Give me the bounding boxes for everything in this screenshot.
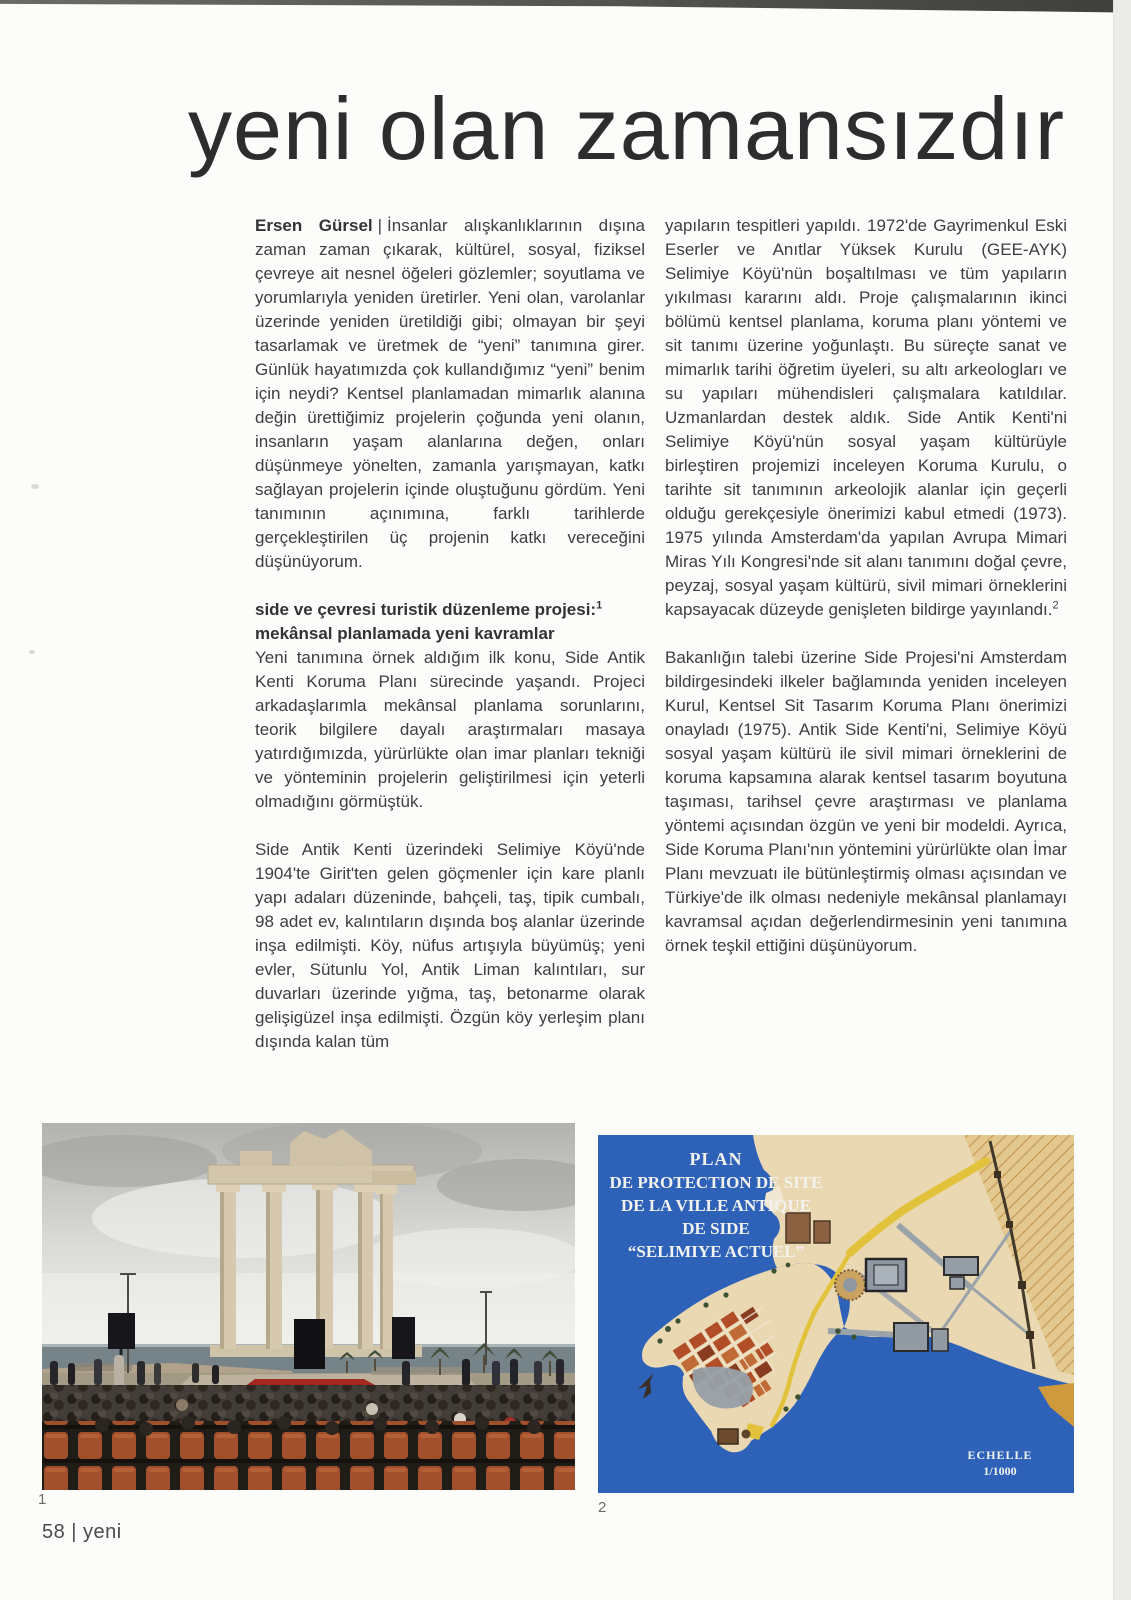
svg-text:“SELIMIYE ACTUEL”: “SELIMIYE ACTUEL” [627, 1242, 805, 1261]
ceremony-photo-illustration [42, 1123, 575, 1490]
heading-line2: mekânsal planlamada yeni kavramlar [255, 624, 555, 643]
svg-text:DE SIDE: DE SIDE [682, 1219, 750, 1238]
site-plan-map [598, 1135, 1074, 1493]
scan-artifact [31, 484, 39, 489]
page-footer: 58 | yeni [42, 1521, 122, 1543]
figure-number-1: 1 [38, 1491, 47, 1508]
svg-text:1/1000: 1/1000 [983, 1464, 1017, 1478]
chair-rows [42, 1416, 575, 1490]
paragraph-text: İnsanlar alışkanlıklarının dışına zaman zaman çıkarak, kültürel, sosyal, fiziksel çevreye ait nesnel öğeleri gözlemler; soyutlama ve yorumlarıyla yeniden üretirler. Yeni olan, varolanlar üzerinde yeniden üretildiği gibi; olmayan bir şeyi tasarlamak ve üretmek de “yeni” tanımına girer. Günlük hayatımızda çok kullandığımız “yeni” benim için neydi? Kentsel planlamadan mimarlık alanına değin ürettiğimiz projelerin çoğunda yeni olanın, insanların yaşam alanlarına değen, onları düşünmeye yönelten, zamanla yarışmayan, katkı sağlayan projelerin içinde oluştuğunu gördüm. Yeni tanımının açınımına, farklı tarihlerde gerçekleştirilen üç projenin katkı vereceğini düşünüyorum. [255, 216, 645, 571]
text-column-left [255, 214, 645, 1054]
paragraph: Bakanlığın talebi üzerine Side Projesi'ni Amsterdam bildirgesindeki ilkeler bağlamında yeniden inceleyen Kurul, Kentsel Sit Tasarım Koruma Planı önerimizi onayladı (1975). Antik Side Kenti'ni, Selimiye Köyü sosyal yaşam kültürü ile sivil mimari örneklerini de koruma kapsamına alarak kentsel tasarım boyutuna taşıması, tarihsel çevre araştırması ve planlama yöntemi açısından özgün ve yeni bir modeldi. Ayrıca, Side Koruma Planı'nın yöntemini yürürlükte olan İmar Planı mevzuatı ile bütünleştirmiş olması açısından ve Türkiye'de ilk olması nedeniyle mekânsal planlamayı kavramsal açıdan değerlendirmesinin yeni tanımına örnek teşkil ettiğini düşünüyorum. [665, 648, 1067, 955]
svg-text:DE PROTECTION DE SITE: DE PROTECTION DE SITE [609, 1173, 823, 1192]
author-separator: | [377, 216, 383, 235]
svg-text:PLAN: PLAN [689, 1149, 743, 1169]
section-heading [255, 598, 645, 646]
paragraph: Side Antik Kenti üzerindeki Selimiye Köyü'nde 1904'te Girit'ten gelen göçmenler için kare planlı yapı adaları düzeninde, bahçeli, taş, tipik cumbalı, 98 adet ev, kalıntıların dışında boş alanlar üzerinde inşa edilmişti. Köy, nüfus artışıyla büyümüş; yeni evler, Sütunlu Yol, Antik Liman kalıntıları, sur duvarları üzerinde yığma, taş, betonarme olarak gelişigüzel inşa edilmişti. Özgün köy yerleşim planı dışında kalan tüm [255, 840, 645, 1051]
svg-text:ECHELLE: ECHELLE [967, 1448, 1033, 1462]
paragraph: Yeni tanımına örnek aldığım ilk konu, Side Antik Kenti Koruma Planı sürecinde yaşandı. Projeci arkadaşlarımla mekânsal planlama sorunlarını, teorik bilgilere dayalı araştırmaları masaya yatırdığımızda, yürürlükte olan imar planları tekniği ve yönteminin projelerin geliştirilmesi için yeterli olmadığını görmüştük. [255, 648, 645, 811]
scan-edge-top [0, 0, 1131, 14]
map-amphitheater [835, 1270, 865, 1300]
paragraph [255, 214, 645, 574]
svg-text:DE LA VILLE ANTIQUE: DE LA VILLE ANTIQUE [620, 1196, 812, 1215]
figure-protection-plan-map [598, 1135, 1074, 1493]
footnote-ref: 2 [1052, 599, 1059, 612]
figure-ceremony-photo [42, 1123, 575, 1490]
scan-artifact [29, 650, 35, 654]
scan-edge-right [1113, 0, 1131, 1600]
author-name: Ersen Gürsel [255, 216, 373, 235]
text-column-right [665, 214, 1067, 958]
paragraph [665, 214, 1067, 622]
figure-number-2: 2 [598, 1499, 607, 1516]
page-title: yeni olan zamansızdır [188, 79, 1065, 178]
paragraph-text: yapıların tespitleri yapıldı. 1972'de Gayrimenkul Eski Eserler ve Anıtlar Yüksek Kurulu (GEE-AYK) Selimiye Köyü'nün boşaltılması ve tüm yapıların yıkılması kararını aldı. Proje çalışmalarının ikinci bölümü kentsel planlama, koruma planı yöntemi ve sit tanımı üzerine yoğunlaştı. Bu süreçte sanat ve mimarlık tarihi öğretim üyeleri, su altı arkeologları ve su yapıları mühendisleri çalışmalara katıldılar. Uzmanlardan destek aldık. Side Antik Kenti'ni Selimiye Köyü'nün sosyal yaşam kültürüyle birleştiren projemizi inceleyen Koruma Kurulu, o tarihte sit tanımının arkeolojik alanlar için geçerli olduğu gerekçesiyle önerimizi kabul etmedi (1973). 1975 yılında Amsterdam'da yapılan Avrupa Mimari Miras Yılı Kongresi'nde sit alanı tanımını doğal çevre, peyzaj, sosyal yaşam kültürü, sivil mimari örneklerini kapsayacak düzeyde genişleten bildirge yayınlandı. [665, 216, 1067, 619]
footnote-ref: 1 [596, 599, 603, 612]
heading-line1: side ve çevresi turistik düzenleme projesi: [255, 600, 597, 619]
